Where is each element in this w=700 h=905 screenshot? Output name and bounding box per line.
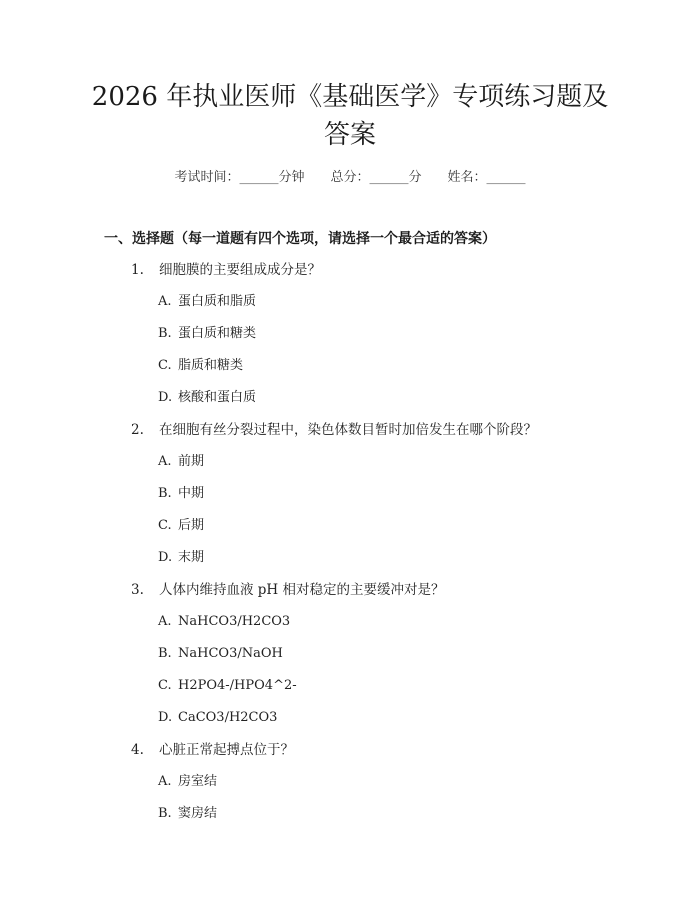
option-text: 脂质和糖类	[178, 358, 244, 373]
option-letter: A.	[158, 614, 172, 629]
option-1b	[158, 324, 256, 344]
question-1	[131, 260, 321, 280]
option-3c	[158, 676, 297, 696]
option-text: CaCO3/H2CO3	[178, 710, 278, 725]
option-text: 中期	[178, 486, 205, 501]
option-2a	[158, 452, 204, 472]
option-letter: A.	[158, 774, 172, 789]
option-letter: A.	[158, 294, 172, 309]
option-text: 房室结	[178, 774, 218, 789]
option-text: 蛋白质和糖类	[178, 326, 257, 341]
option-text: H2PO4-/HPO4^2-	[178, 678, 297, 693]
question-3	[131, 580, 445, 600]
option-3d	[158, 708, 277, 728]
name-label: 姓名：______	[447, 170, 526, 185]
question-number: 3.	[131, 582, 144, 598]
option-letter: D.	[158, 550, 173, 565]
option-text: 后期	[178, 518, 205, 533]
option-letter: D.	[158, 390, 173, 405]
option-text: NaHCO3/NaOH	[178, 646, 283, 661]
option-1c	[158, 356, 243, 376]
question-text: 人体内维持血液 pH 相对稳定的主要缓冲对是？	[159, 582, 445, 598]
option-letter: C.	[158, 358, 172, 373]
option-1a	[158, 292, 256, 312]
option-letter: B.	[158, 806, 172, 821]
option-text: NaHCO3/H2CO3	[178, 614, 291, 629]
option-2c	[158, 516, 204, 536]
question-number: 4.	[131, 742, 144, 758]
option-4b	[158, 804, 217, 824]
title-line-1: 2026 年执业医师《基础医学》专项练习题及	[91, 82, 609, 112]
option-1d	[158, 388, 256, 408]
option-letter: D.	[158, 710, 173, 725]
title-line-2: 答案	[323, 120, 376, 150]
option-letter: C.	[158, 518, 172, 533]
total-score-label: 总分：______分	[330, 170, 422, 185]
option-letter: B.	[158, 646, 172, 661]
option-text: 末期	[178, 550, 205, 565]
option-3b	[158, 644, 283, 664]
document-title	[80, 78, 620, 154]
option-text: 窦房结	[178, 806, 218, 821]
option-3a	[158, 612, 290, 632]
option-letter: C.	[158, 678, 172, 693]
question-text: 心脏正常起搏点位于？	[159, 742, 294, 758]
option-letter: A.	[158, 454, 172, 469]
option-text: 核酸和蛋白质	[178, 390, 257, 405]
option-4a	[158, 772, 217, 792]
question-2	[131, 420, 537, 440]
question-number: 2.	[131, 422, 144, 438]
exam-time-label: 考试时间：______分钟	[174, 170, 305, 185]
question-number: 1.	[131, 262, 144, 278]
question-text: 在细胞有丝分裂过程中，染色体数目暂时加倍发生在哪个阶段？	[159, 422, 537, 438]
section-heading: 一、选择题（每一道题有四个选项，请选择一个最合适的答案）	[104, 231, 496, 247]
option-text: 前期	[178, 454, 205, 469]
question-text: 细胞膜的主要组成成分是？	[159, 262, 321, 278]
option-letter: B.	[158, 486, 172, 501]
exam-meta	[0, 168, 700, 188]
option-letter: B.	[158, 326, 172, 341]
option-2d	[158, 548, 204, 568]
option-2b	[158, 484, 204, 504]
option-text: 蛋白质和脂质	[178, 294, 257, 309]
question-4	[131, 740, 294, 760]
